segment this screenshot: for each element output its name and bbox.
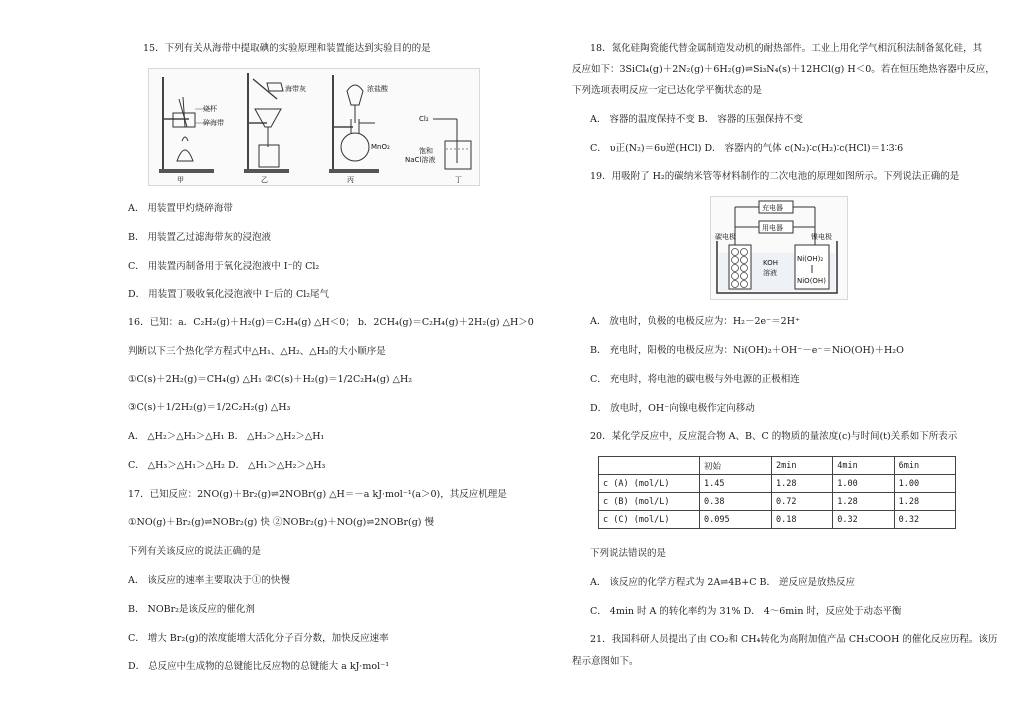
q17-mechanism: ①NO(g)＋Br₂(g)⇌NOBr₂(g) 快 ②NOBr₂(g)＋NO(g)⇌2NOBr(g) 慢 xyxy=(128,517,435,528)
label-hcl: 浓盐酸 xyxy=(367,85,388,93)
label-ding: 丁 xyxy=(455,176,462,184)
q16-ask: 判断以下三个热化学方程式中△H₁、△H₂、△H₃的大小顺序是 xyxy=(128,346,386,357)
q15-option-a: A． 用装置甲灼烧碎海带 xyxy=(128,203,233,214)
q17-option-b: B． NOBr₂是该反应的催化剂 xyxy=(128,604,255,615)
label-jia: 甲 xyxy=(177,176,184,184)
label-koh: KOH xyxy=(763,259,778,267)
table-cell: 0.32 xyxy=(833,511,894,529)
table-cell: 1.45 xyxy=(700,475,772,493)
q17-option-a: A． 该反应的速率主要取决于①的快慢 xyxy=(128,575,290,586)
q19-option-b: B． 充电时，阳极的电极反应为：Ni(OH)₂＋OH⁻－e⁻＝NiO(OH)＋H₂O xyxy=(590,345,904,356)
table-cell: 0.38 xyxy=(700,493,772,511)
label-nacl: 饱和 xyxy=(419,147,433,155)
q21-line-1: 21．我国科研人员提出了由 CO₂和 CH₄转化为高附加值产品 CH₃COOH 的催化反应历程。该历 xyxy=(590,634,998,645)
label-cl2: Cl₂ xyxy=(419,115,429,123)
q18-options-ab: A． 容器的温度保持不变 B． 容器的压强保持不变 xyxy=(590,114,803,125)
table-cell: 1.28 xyxy=(833,493,894,511)
label-bing: 丙 xyxy=(347,176,354,184)
q19-battery-figure xyxy=(710,196,848,300)
q20-options-ab: A． 该反应的化学方程式为 2A⇌4B+C B． 逆反应是放热反应 xyxy=(590,577,856,588)
q16-equation-3: ③C(s)＋1/2H₂(g)＝1/2C₂H₂(g) △H₃ xyxy=(128,402,291,413)
table-cell: c (A) (mol/L) xyxy=(599,475,700,493)
label-koh-solution: 溶液 xyxy=(763,269,777,277)
q19-option-d: D． 放电时，OH⁻向镍电极作定向移动 xyxy=(590,403,755,414)
table-header-cell: 初始 xyxy=(700,457,772,475)
q20-stem: 20．某化学反应中，反应混合物 A、B、C 的物质的量浓度(c)与时间(t)关系如下所表示 xyxy=(590,431,958,442)
q20-options-cd: C． 4min 时 A 的转化率约为 31% D． 4～6min 时，反应处于动态平衡 xyxy=(590,606,902,617)
label-kelp: 碎海带 xyxy=(203,119,224,127)
q18-line-1: 18．氮化硅陶瓷能代替金属制造发动机的耐热部件。工业上用化学气相沉积法制备氮化硅，其 xyxy=(590,43,983,54)
q16-equations-1-2: ①C(s)＋2H₂(g)＝CH₄(g) △H₁ ②C(s)＋H₂(g)＝1/2C₂H₄(g) △H₂ xyxy=(128,374,413,385)
label-charger: 充电器 xyxy=(762,204,783,212)
table-cell: 0.18 xyxy=(771,511,832,529)
label-beaker: 烧杯 xyxy=(203,105,217,113)
label-ash: 海带灰 xyxy=(285,85,306,93)
table-header-cell: 2min xyxy=(771,457,832,475)
label-carbon-electrode: 碳电极 xyxy=(715,233,736,241)
q17-stem: 17．已知反应：2NO(g)＋Br₂(g)⇌2NOBr(g) △H＝－a kJ·mol⁻¹(a＞0)，其反应机理是 xyxy=(128,489,507,500)
q16-stem: 16．已知：a．C₂H₂(g)＋H₂(g)＝C₂H₄(g) △H＜0； b．2CH₄(g)＝C₂H₄(g)＋2H₂(g) △H＞0 xyxy=(128,317,534,328)
q18-line-2: 反应如下：3SiCl₄(g)＋2N₂(g)＋6H₂(g)⇌Si₃N₄(s)＋12HCl(g) H＜0。若在恒压绝热容器中反应， xyxy=(572,64,995,75)
table-cell: 1.00 xyxy=(894,475,955,493)
label-nacl-solution: NaCl溶液 xyxy=(405,156,436,164)
table-cell: 0.72 xyxy=(771,493,832,511)
table-header-row xyxy=(599,457,956,475)
q15-option-d: D． 用装置丁吸收氧化浸泡液中 I⁻后的 Cl₂尾气 xyxy=(128,289,330,300)
q20-concentration-table xyxy=(598,456,956,529)
q19-option-a: A． 放电时，负极的电极反应为：H₂－2e⁻＝2H⁺ xyxy=(590,316,800,327)
apparatus-yi xyxy=(244,73,289,173)
q15-apparatus-figure xyxy=(148,68,480,186)
label-niooh: NiO(OH) xyxy=(797,277,826,285)
table-cell: 0.32 xyxy=(894,511,955,529)
table-cell: 1.28 xyxy=(894,493,955,511)
label-mno2: MnO₂ xyxy=(371,143,390,151)
table-cell: c (B) (mol/L) xyxy=(599,493,700,511)
table-cell: 0.095 xyxy=(700,511,772,529)
q15-stem: 15．下列有关从海带中提取碘的实验原理和装置能达到实验目的的是 xyxy=(143,43,431,54)
q18-line-3: 下列选项表明反应一定已达化学平衡状态的是 xyxy=(572,85,763,96)
q15-option-b: B． 用装置乙过滤海带灰的浸泡液 xyxy=(128,232,272,243)
q18-options-cd: C． υ正(N₂)＝6υ逆(HCl) D． 容器内的气体 c(N₂)∶c(H₂)∶c(HCl)＝1∶3∶6 xyxy=(590,143,904,154)
table-cell: 1.28 xyxy=(771,475,832,493)
label-yi: 乙 xyxy=(261,176,268,184)
q19-option-c: C． 充电时，将电池的碳电极与外电源的正极相连 xyxy=(590,374,800,385)
q21-line-2: 程示意图如下。 xyxy=(572,656,639,667)
q16-options-ab: A． △H₂＞△H₃＞△H₁ B． △H₃＞△H₂＞△H₁ xyxy=(128,431,325,442)
table-row xyxy=(599,493,956,511)
q16-options-cd: C． △H₃＞△H₁＞△H₂ D． △H₁＞△H₂＞△H₃ xyxy=(128,460,326,471)
table-header-cell: 6min xyxy=(894,457,955,475)
label-nioh2: Ni(OH)₂ xyxy=(797,255,824,263)
q17-option-d: D． 总反应中生成物的总键能比反应物的总键能大 a kJ·mol⁻¹ xyxy=(128,661,390,672)
table-header-cell xyxy=(599,457,700,475)
q17-ask: 下列有关该反应的说法正确的是 xyxy=(128,546,262,557)
table-cell: c (C) (mol/L) xyxy=(599,511,700,529)
apparatus-ding xyxy=(433,119,471,169)
table-row xyxy=(599,511,956,529)
q17-option-c: C． 增大 Br₂(g)的浓度能增大活化分子百分数，加快反应速率 xyxy=(128,633,389,644)
label-nickel-electrode: 镍电极 xyxy=(811,233,832,241)
q15-option-c: C． 用装置丙制备用于氧化浸泡液中 I⁻的 Cl₂ xyxy=(128,261,320,272)
label-appliance: 用电器 xyxy=(762,224,783,232)
q20-ask: 下列说法错误的是 xyxy=(590,548,667,559)
table-row xyxy=(599,475,956,493)
q19-stem: 19．用吸附了 H₂的碳纳米管等材料制作的二次电池的原理如图所示。下列说法正确的是 xyxy=(590,171,960,182)
table-cell: 1.00 xyxy=(833,475,894,493)
table-header-cell: 4min xyxy=(833,457,894,475)
